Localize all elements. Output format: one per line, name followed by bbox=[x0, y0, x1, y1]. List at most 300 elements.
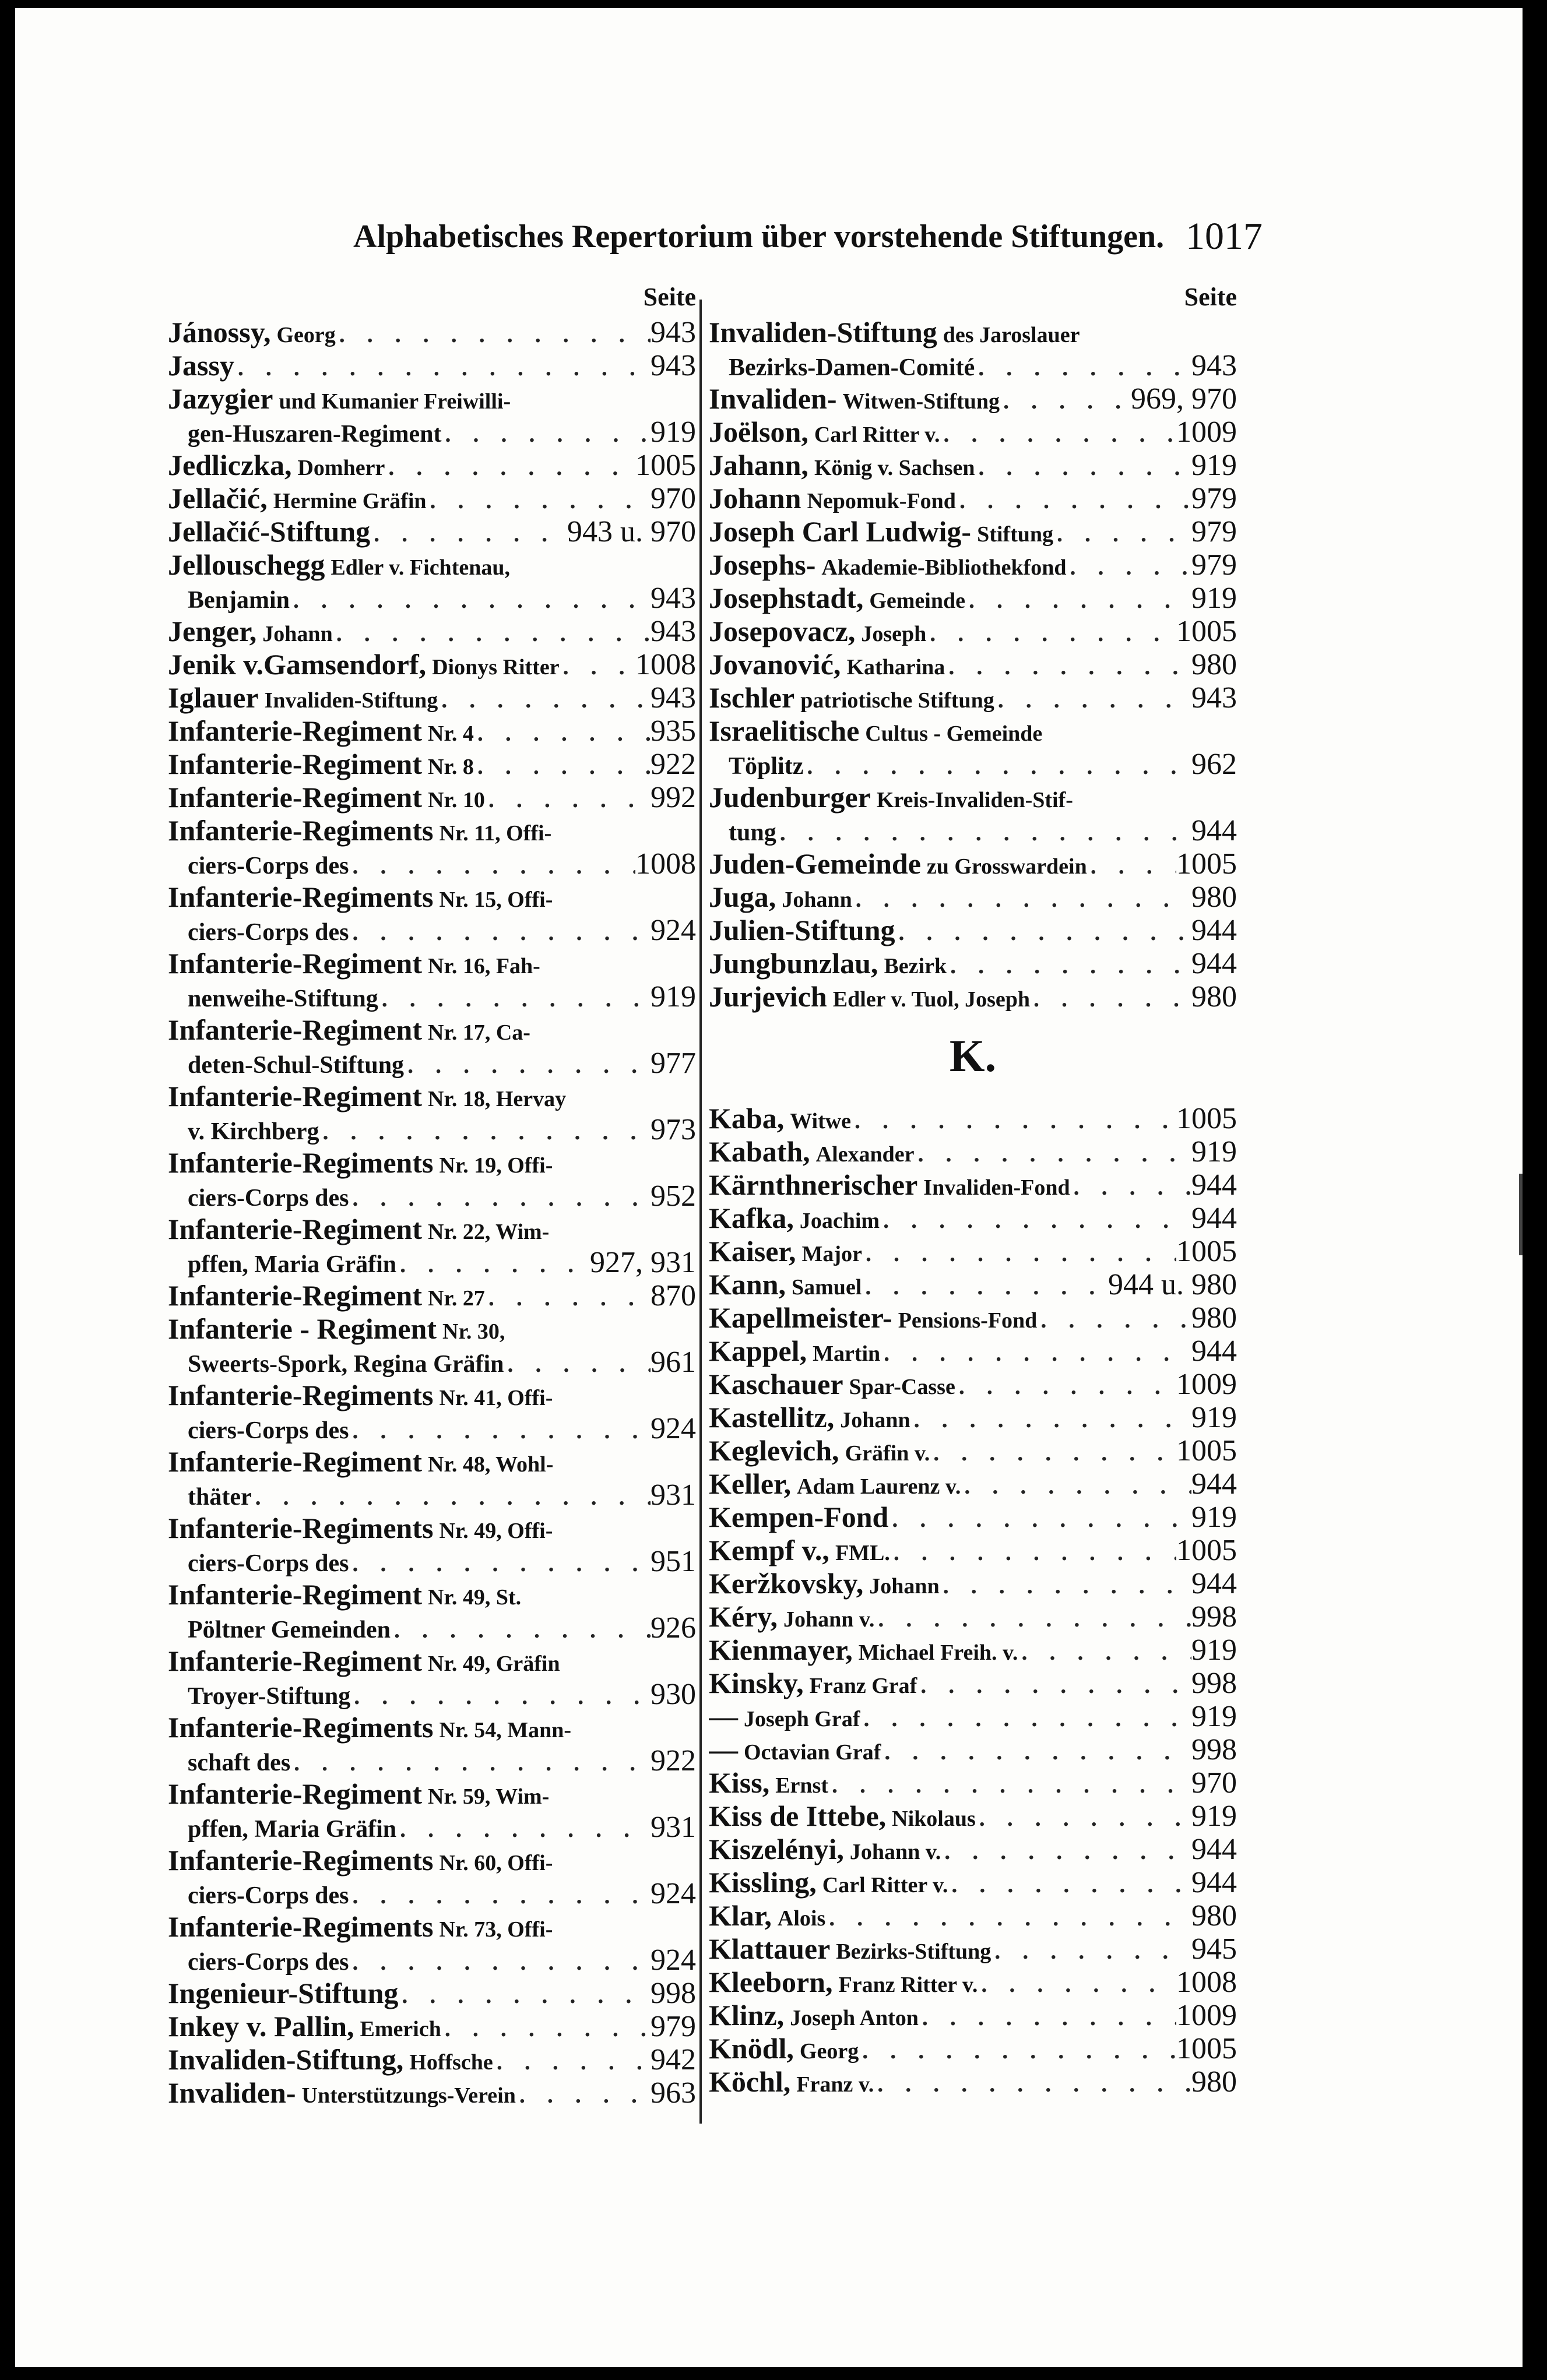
index-entry bbox=[168, 1080, 696, 1146]
entry-desc: Nr. 19, Offi- bbox=[439, 1153, 553, 1178]
page-reference: 1005 bbox=[635, 449, 696, 482]
entry-desc: Octavian Graf bbox=[744, 1740, 881, 1765]
entry-name: Jassy bbox=[168, 349, 234, 382]
entry-line bbox=[168, 2010, 696, 2043]
entry-desc: Nr. 49, Gräfin bbox=[428, 1652, 560, 1676]
page-reference: 919 bbox=[1191, 1633, 1237, 1667]
left-column bbox=[168, 282, 696, 2110]
leader-dots bbox=[930, 1436, 1176, 1467]
leader-dots bbox=[333, 617, 651, 648]
entry-continuation bbox=[168, 582, 696, 615]
entry-desc: Katharina bbox=[846, 655, 945, 680]
index-entry bbox=[709, 548, 1237, 582]
entry-line bbox=[168, 1578, 696, 1611]
entry-name: Kinsky, bbox=[709, 1667, 804, 1699]
index-entry bbox=[709, 1567, 1237, 1600]
entry-name: Kiss de Ittebe, bbox=[709, 1800, 887, 1832]
entry-continuation bbox=[168, 1180, 696, 1213]
entry-line bbox=[168, 1844, 696, 1877]
entry-line bbox=[709, 382, 1237, 416]
entry-line bbox=[168, 681, 696, 714]
entry-continuation bbox=[168, 1412, 696, 1445]
page-reference: 924 bbox=[651, 914, 696, 947]
index-entry bbox=[168, 1910, 696, 1977]
entry-line bbox=[709, 1135, 1237, 1168]
entry-cont-text: Troyer-Stiftung bbox=[188, 1683, 351, 1710]
index-entry bbox=[709, 482, 1237, 515]
page-reference: 922 bbox=[651, 1744, 696, 1777]
leader-dots bbox=[391, 1613, 651, 1645]
entry-desc: Joachim bbox=[799, 1209, 880, 1233]
leader-dots bbox=[888, 1502, 1191, 1534]
leader-dots bbox=[485, 1281, 651, 1312]
leader-dots bbox=[881, 1735, 1191, 1766]
entry-name: Kaba, bbox=[709, 1102, 785, 1135]
entry-name: Infanterie-Regiment bbox=[168, 1777, 422, 1810]
page-reference: 919 bbox=[651, 416, 696, 449]
entry-desc: Bezirks-Stiftung bbox=[836, 1939, 992, 1964]
entry-desc: Nr. 73, Offi- bbox=[439, 1917, 553, 1942]
page-reference: 1005 bbox=[1176, 1235, 1237, 1268]
entry-cont-text: v. Kirchberg bbox=[188, 1118, 319, 1145]
index-entry bbox=[709, 648, 1237, 681]
entry-name: Infanterie-Regiments bbox=[168, 814, 434, 847]
index-entry bbox=[709, 582, 1237, 615]
leader-dots bbox=[961, 1469, 1191, 1501]
page-reference: 919 bbox=[1191, 449, 1237, 482]
leader-dots bbox=[852, 882, 1191, 914]
entry-desc: Georg bbox=[276, 323, 336, 347]
entry-continuation bbox=[168, 1811, 696, 1844]
index-entry bbox=[168, 1279, 696, 1312]
leader-dots bbox=[1000, 384, 1131, 416]
entry-continuation bbox=[709, 349, 1237, 382]
entry-line bbox=[709, 847, 1237, 881]
entry-name: Jovanović, bbox=[709, 648, 841, 681]
index-entry bbox=[168, 781, 696, 814]
entry-name: Kärnthnerischer bbox=[709, 1168, 918, 1201]
entry-name: Kappel, bbox=[709, 1335, 807, 1367]
entry-desc: Gräfin v. bbox=[845, 1441, 930, 1466]
entry-line bbox=[168, 1146, 696, 1180]
leader-dots bbox=[234, 351, 651, 382]
page-reference: 944 u. 980 bbox=[1108, 1268, 1237, 1301]
index-entry bbox=[709, 1733, 1237, 1766]
entry-line bbox=[168, 482, 696, 515]
entry-cont-text: Pöltner Gemeinden bbox=[188, 1617, 391, 1643]
entry-name: Infanterie-Regiments bbox=[168, 1910, 434, 1943]
entry-continuation bbox=[168, 1611, 696, 1645]
entry-desc: Nr. 49, Offi- bbox=[439, 1519, 553, 1543]
entry-line bbox=[709, 2032, 1237, 2065]
index-entry bbox=[168, 615, 696, 648]
entry-name: Juden-Gemeinde bbox=[709, 847, 921, 880]
entry-line bbox=[709, 1335, 1237, 1368]
leader-dots bbox=[560, 650, 635, 681]
index-entry bbox=[709, 714, 1237, 781]
entry-line bbox=[168, 1711, 696, 1744]
page-title: Alphabetisches Repertorium über vorstehende Stiftungen. bbox=[353, 219, 1165, 255]
entry-desc: patriotische Stiftung bbox=[800, 688, 994, 713]
index-entry bbox=[709, 2065, 1237, 2099]
index-entry bbox=[709, 881, 1237, 914]
leader-dots bbox=[485, 783, 651, 814]
entry-name: Keller, bbox=[709, 1467, 792, 1500]
leader-dots bbox=[385, 450, 635, 482]
index-entry bbox=[168, 482, 696, 515]
entry-name: Infanterie-Regiment bbox=[168, 1080, 422, 1112]
entry-line bbox=[168, 1013, 696, 1047]
page-reference: 980 bbox=[1191, 2065, 1237, 2099]
leader-dots bbox=[880, 1336, 1191, 1368]
leader-dots bbox=[941, 1835, 1191, 1866]
entry-desc: Franz Graf bbox=[809, 1674, 917, 1698]
entry-name: Jungbunzlau, bbox=[709, 947, 878, 980]
index-entry bbox=[168, 2043, 696, 2076]
entry-name: Infanterie-Regiment bbox=[168, 714, 422, 747]
entry-desc: Nr. 16, Fah- bbox=[428, 954, 540, 978]
page-reference: 922 bbox=[651, 748, 696, 781]
leader-dots bbox=[991, 1934, 1191, 1966]
entry-desc: Joseph Graf bbox=[744, 1707, 860, 1731]
index-entry bbox=[709, 947, 1237, 980]
page-reference: 924 bbox=[651, 1877, 696, 1910]
entry-desc: Invaliden-Fond bbox=[923, 1175, 1070, 1200]
leader-dots bbox=[862, 1270, 1108, 1301]
index-entry bbox=[168, 1844, 696, 1910]
entry-name: Israelitische bbox=[709, 714, 860, 747]
index-entry bbox=[168, 1645, 696, 1711]
page-reference: 919 bbox=[1191, 1401, 1237, 1434]
entry-desc: Adam Laurenz v. bbox=[797, 1474, 961, 1499]
page-reference: 943 bbox=[651, 582, 696, 615]
entry-line bbox=[709, 316, 1237, 349]
leader-dots bbox=[474, 716, 651, 748]
entry-name: Klinz, bbox=[709, 1999, 785, 2032]
page-reference: 943 bbox=[651, 349, 696, 382]
entry-desc: Nr. 17, Ca- bbox=[428, 1020, 530, 1045]
entry-name: Infanterie-Regiment bbox=[168, 1578, 422, 1611]
entry-continuation bbox=[168, 1047, 696, 1080]
leader-dots bbox=[947, 949, 1191, 980]
entry-name: Ingenieur-Stiftung bbox=[168, 1977, 399, 2009]
entry-desc: Nikolaus bbox=[892, 1807, 976, 1831]
index-entry bbox=[709, 1667, 1237, 1700]
entry-desc: Nr. 59, Wim- bbox=[428, 1784, 550, 1809]
entry-desc: zu Grosswardein bbox=[926, 854, 1087, 879]
entry-cont-text: Bezirks-Damen-Comité bbox=[729, 354, 975, 381]
scan-edge-mark bbox=[1519, 1174, 1523, 1255]
seite-label: Seite bbox=[643, 283, 696, 311]
entry-name: Kaiser, bbox=[709, 1235, 796, 1268]
entry-desc: Alexander bbox=[815, 1142, 915, 1167]
leader-dots bbox=[874, 1602, 1191, 1633]
right-j-entries bbox=[709, 316, 1237, 1013]
entry-cont-text: Töplitz bbox=[729, 753, 804, 780]
index-entry bbox=[709, 615, 1237, 648]
entry-continuation bbox=[168, 1478, 696, 1512]
entry-line bbox=[168, 1379, 696, 1412]
entry-name: Keglevich, bbox=[709, 1434, 839, 1467]
index-entry bbox=[709, 1168, 1237, 1202]
entry-name: Infanterie-Regiment bbox=[168, 748, 422, 780]
entry-line bbox=[709, 416, 1237, 449]
page-reference: 1005 bbox=[1176, 847, 1237, 881]
entry-continuation bbox=[168, 1113, 696, 1146]
page-reference: 931 bbox=[651, 1811, 696, 1844]
entry-name: Kaschauer bbox=[709, 1368, 843, 1400]
page-reference: 944 bbox=[1191, 1168, 1237, 1202]
entry-name: Infanterie-Regiments bbox=[168, 881, 434, 913]
index-entry bbox=[168, 648, 696, 681]
leader-dots bbox=[948, 1868, 1191, 1899]
entry-line bbox=[168, 814, 696, 847]
leader-dots bbox=[859, 2034, 1176, 2065]
entry-line bbox=[709, 1899, 1237, 1932]
entry-line bbox=[709, 1567, 1237, 1600]
entry-line bbox=[709, 1202, 1237, 1235]
leader-dots bbox=[290, 583, 651, 615]
entry-name: Infanterie-Regiment bbox=[168, 1213, 422, 1245]
page-reference: 919 bbox=[1191, 1501, 1237, 1534]
entry-continuation bbox=[168, 1678, 696, 1711]
leader-dots bbox=[776, 816, 1191, 847]
entry-desc: Nr. 4 bbox=[428, 721, 474, 746]
page-reference: 998 bbox=[1191, 1667, 1237, 1700]
running-head bbox=[353, 212, 1263, 259]
entry-line bbox=[709, 1301, 1237, 1335]
index-entry bbox=[168, 548, 696, 615]
entry-desc: Georg bbox=[799, 2039, 859, 2064]
entry-line bbox=[168, 382, 696, 416]
index-entry bbox=[168, 1146, 696, 1213]
entry-name: Invaliden- bbox=[168, 2076, 296, 2109]
index-entry bbox=[709, 1102, 1237, 1135]
entry-desc: Unterstützungs-Verein bbox=[301, 2083, 516, 2108]
leader-dots bbox=[828, 1768, 1191, 1800]
index-entry bbox=[709, 382, 1237, 416]
entry-name: — bbox=[709, 1733, 738, 1766]
entry-line bbox=[168, 316, 696, 349]
entry-line bbox=[709, 980, 1237, 1013]
entry-desc: Johann v. bbox=[783, 1607, 875, 1632]
entry-line bbox=[709, 615, 1237, 648]
entry-cont-text: schaft des bbox=[188, 1749, 291, 1776]
entry-desc: Pensions-Fond bbox=[898, 1308, 1038, 1333]
leader-dots bbox=[1087, 849, 1176, 881]
entry-desc: Nr. 10 bbox=[428, 788, 485, 812]
entry-name: Jellačić-Stiftung bbox=[168, 515, 371, 548]
entry-line bbox=[709, 1102, 1237, 1135]
entry-name: Kissling, bbox=[709, 1866, 817, 1899]
page-reference: 970 bbox=[651, 482, 696, 515]
entry-name: Infanterie-Regiments bbox=[168, 1844, 434, 1876]
leader-dots bbox=[516, 2078, 651, 2110]
entry-name: Kann, bbox=[709, 1268, 786, 1301]
index-entry bbox=[168, 681, 696, 714]
page-reference: 943 bbox=[651, 615, 696, 648]
entry-name: Invaliden-Stiftung bbox=[709, 316, 937, 348]
index-entry bbox=[709, 316, 1237, 382]
index-entry bbox=[709, 1833, 1237, 1866]
page-reference: 952 bbox=[651, 1180, 696, 1213]
index-entry bbox=[709, 1899, 1237, 1932]
page-reference: 942 bbox=[651, 2043, 696, 2076]
page-reference: 919 bbox=[651, 980, 696, 1013]
entry-cont-text: deten-Schul-Stiftung bbox=[188, 1052, 405, 1079]
leader-dots bbox=[349, 1879, 651, 1910]
entry-desc: Ernst bbox=[775, 1773, 828, 1798]
entry-name: Julien-Stiftung bbox=[709, 914, 895, 946]
entry-line bbox=[709, 1667, 1237, 1700]
page-reference: 924 bbox=[651, 1412, 696, 1445]
entry-name: Joseph Carl Ludwig- bbox=[709, 515, 972, 548]
entry-name: Jurjevich bbox=[709, 980, 827, 1013]
page-reference: 944 bbox=[1191, 1567, 1237, 1600]
entry-cont-text: thäter bbox=[188, 1484, 252, 1511]
entry-name: Jazygier bbox=[168, 382, 273, 415]
page-reference: 961 bbox=[651, 1346, 696, 1379]
entry-line bbox=[709, 1434, 1237, 1467]
index-entry bbox=[168, 1013, 696, 1080]
entry-cont-text: ciers-Corps des bbox=[188, 1185, 349, 1212]
entry-name: Infanterie-Regiments bbox=[168, 1146, 434, 1179]
entry-name: Klattauer bbox=[709, 1932, 831, 1965]
leader-dots bbox=[851, 1104, 1176, 1135]
index-entry bbox=[709, 1633, 1237, 1667]
index-entry bbox=[709, 416, 1237, 449]
index-entry bbox=[709, 914, 1237, 947]
entry-continuation bbox=[168, 980, 696, 1013]
leader-dots bbox=[965, 583, 1191, 615]
leader-dots bbox=[349, 849, 635, 881]
entry-name: Kiszelényi, bbox=[709, 1833, 844, 1865]
entry-line bbox=[709, 1467, 1237, 1501]
leader-dots bbox=[975, 450, 1191, 482]
entry-line bbox=[168, 2043, 696, 2076]
index-entry bbox=[168, 1312, 696, 1379]
entry-cont-text: ciers-Corps des bbox=[188, 1949, 349, 1976]
page-reference: 998 bbox=[651, 1977, 696, 2010]
page-reference: 944 bbox=[1191, 814, 1237, 847]
entry-name: Kleeborn, bbox=[709, 1966, 833, 1998]
right-column bbox=[709, 282, 1237, 2099]
leader-dots bbox=[427, 484, 651, 515]
entry-desc: Carl Ritter v. bbox=[822, 1873, 948, 1897]
entry-line bbox=[168, 781, 696, 814]
index-entry bbox=[168, 947, 696, 1013]
entry-desc: Gemeinde bbox=[869, 589, 965, 613]
index-entry bbox=[709, 1600, 1237, 1633]
leader-dots bbox=[978, 1967, 1176, 1999]
entry-name: Keržkovsky, bbox=[709, 1567, 864, 1600]
leader-dots bbox=[940, 417, 1176, 449]
page-reference: 977 bbox=[651, 1047, 696, 1080]
entry-desc: Major bbox=[801, 1242, 862, 1266]
entry-line bbox=[168, 1213, 696, 1246]
leader-dots bbox=[404, 1048, 651, 1080]
entry-desc: Martin bbox=[813, 1342, 881, 1366]
entry-name: Kafka, bbox=[709, 1202, 794, 1234]
entry-desc: Nr. 8 bbox=[428, 755, 474, 779]
index-entry bbox=[709, 1800, 1237, 1833]
entry-name: Invaliden- bbox=[709, 382, 837, 415]
page-reference: 1009 bbox=[1176, 416, 1237, 449]
entry-name: Josepovacz, bbox=[709, 615, 856, 647]
entry-name: Judenburger bbox=[709, 781, 871, 814]
entry-name: Kempen-Fond bbox=[709, 1501, 889, 1533]
entry-name: Infanterie-Regiments bbox=[168, 1512, 434, 1544]
entry-line bbox=[709, 1168, 1237, 1202]
index-entry bbox=[168, 1977, 696, 2010]
page-reference: 1005 bbox=[1176, 615, 1237, 648]
leader-dots bbox=[1018, 1635, 1191, 1667]
index-entry bbox=[168, 1213, 696, 1279]
leader-dots bbox=[438, 683, 651, 714]
right-k-entries bbox=[709, 1102, 1237, 2099]
leader-dots bbox=[945, 650, 1191, 681]
page-reference: 980 bbox=[1191, 1899, 1237, 1932]
entry-desc: Alois bbox=[777, 1906, 826, 1931]
entry-line bbox=[709, 548, 1237, 582]
page-reference: 980 bbox=[1191, 1301, 1237, 1335]
entry-desc: Nr. 15, Offi- bbox=[439, 888, 553, 912]
entry-cont-text: Benjamin bbox=[188, 587, 290, 614]
entry-line bbox=[168, 1777, 696, 1811]
entry-name: Jánossy, bbox=[168, 316, 271, 348]
page-reference: 969, 970 bbox=[1131, 382, 1237, 416]
entry-line bbox=[168, 748, 696, 781]
leader-dots bbox=[290, 1746, 651, 1777]
entry-desc: König v. Sachsen bbox=[814, 456, 975, 480]
entry-line bbox=[168, 349, 696, 382]
entry-cont-text: ciers-Corps des bbox=[188, 853, 349, 879]
leader-dots bbox=[349, 1414, 651, 1445]
page-reference: 963 bbox=[651, 2076, 696, 2110]
leader-dots bbox=[994, 683, 1191, 714]
entry-desc: Franz Ritter v. bbox=[838, 1973, 978, 1997]
leader-dots bbox=[915, 1137, 1191, 1168]
leader-dots bbox=[1037, 1303, 1191, 1335]
leader-dots bbox=[349, 1945, 651, 1977]
page-reference: 944 bbox=[1191, 1202, 1237, 1235]
entry-name: Köchl, bbox=[709, 2065, 791, 2098]
entry-line bbox=[709, 1766, 1237, 1800]
page-reference: 1005 bbox=[1176, 1534, 1237, 1567]
index-entry bbox=[168, 2076, 696, 2110]
leader-dots bbox=[940, 1569, 1191, 1600]
entry-cont-text: ciers-Corps des bbox=[188, 1550, 349, 1577]
leader-dots bbox=[441, 2012, 651, 2043]
entry-line bbox=[168, 615, 696, 648]
entry-desc: Hermine Gräfin bbox=[273, 489, 427, 513]
entry-desc: Michael Freih. v. bbox=[858, 1640, 1018, 1665]
entry-line bbox=[168, 449, 696, 482]
entry-desc: Nr. 54, Mann- bbox=[439, 1718, 572, 1742]
entry-line bbox=[709, 1268, 1237, 1301]
entry-desc: und Kumanier Freiwilli- bbox=[279, 389, 511, 414]
leader-dots bbox=[874, 2067, 1191, 2099]
entry-name: Kiss, bbox=[709, 1766, 770, 1799]
page-reference: 943 bbox=[651, 681, 696, 714]
entry-desc: Spar-Casse bbox=[849, 1375, 955, 1399]
leader-dots bbox=[378, 982, 651, 1013]
entry-cont-text: pffen, Maria Gräfin bbox=[188, 1251, 397, 1278]
entry-cont-text: gen-Huszaren-Regiment bbox=[188, 421, 442, 448]
entry-name: Infanterie-Regiment bbox=[168, 947, 422, 980]
entry-desc: Nr. 60, Offi- bbox=[439, 1851, 553, 1875]
seite-label: Seite bbox=[1184, 283, 1237, 311]
